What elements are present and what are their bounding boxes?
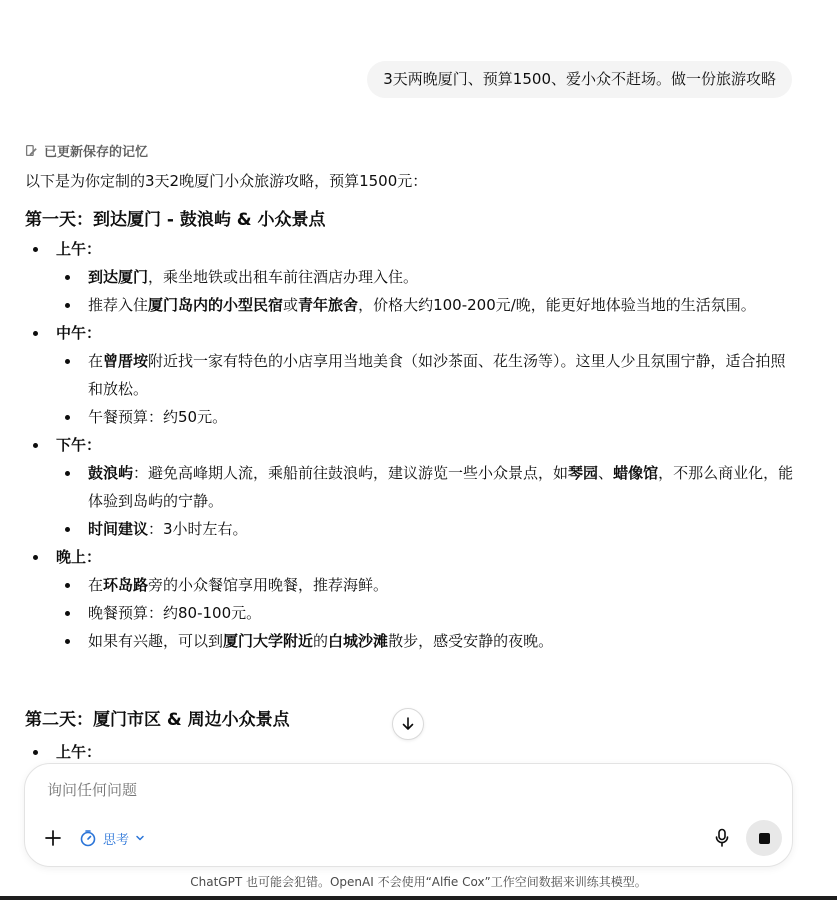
chevron-down-icon <box>135 833 145 843</box>
scroll-down-button[interactable] <box>392 708 424 740</box>
day1-morning <box>25 235 795 319</box>
day2-morning-label: 上午： <box>56 743 102 761</box>
assistant-response <box>25 140 795 655</box>
stop-icon <box>759 833 770 844</box>
list-item: 如果有兴趣，可以到厦门大学附近的白城沙滩散步，感受安静的夜晚。 <box>56 627 795 655</box>
list-item: 鼓浪屿：避免高峰期人流，乘船前往鼓浪屿，建议游览一些小众景点，如琴园、蜡像馆，不那么商业化，能体验到岛屿的宁静。 <box>56 459 795 515</box>
bottom-border <box>0 896 837 900</box>
evening-label: 晚上： <box>56 548 102 566</box>
noon-label: 中午： <box>56 324 102 342</box>
list-item: 在曾厝垵附近找一家有特色的小店享用当地美食（如沙茶面、花生汤等）。这里人少且氛围宁静，适合拍照和放松。 <box>56 347 795 403</box>
disclaimer-footer: ChatGPT 也可能会犯错。OpenAI 不会使用“Alfie Cox”工作空间数据来训练其模型。 <box>190 875 647 889</box>
think-label: 思考 <box>103 832 130 848</box>
think-toggle-button[interactable] <box>79 826 145 850</box>
timer-icon <box>79 829 97 847</box>
microphone-icon <box>714 828 730 848</box>
plus-icon <box>44 829 62 847</box>
stop-generating-button[interactable] <box>746 820 782 856</box>
composer <box>24 763 793 867</box>
list-item: 到达厦门，乘坐地铁或出租车前往酒店办理入住。 <box>56 263 795 291</box>
day1-noon <box>25 319 795 431</box>
list-item: 晚餐预算：约80-100元。 <box>56 599 795 627</box>
day2-heading: 第二天：厦门市区 & 周边小众景点 <box>25 710 290 730</box>
list-item: 时间建议：3小时左右。 <box>56 515 795 543</box>
list-item: 推荐入住厦门岛内的小型民宿或青年旅舍，价格大约100-200元/晚，能更好地体验当地的生活氛围。 <box>56 291 795 319</box>
day1-afternoon <box>25 431 795 543</box>
microphone-button[interactable] <box>711 827 733 849</box>
afternoon-label: 下午： <box>56 436 102 454</box>
attach-button[interactable] <box>41 826 65 850</box>
day2-morning <box>25 738 101 766</box>
intro-text: 以下是为你定制的3天2晚厦门小众旅游攻略，预算1500元： <box>25 172 428 190</box>
user-message-bubble <box>367 61 792 98</box>
day1-heading: 第一天：到达厦门 - 鼓浪屿 & 小众景点 <box>25 210 326 230</box>
list-item: 在环岛路旁的小众餐馆享用晚餐，推荐海鲜。 <box>56 571 795 599</box>
user-message-text: 3天两晚厦门、预算1500、爱小众不赶场。做一份旅游攻略 <box>383 70 776 88</box>
day1-evening <box>25 543 795 655</box>
memory-edit-icon <box>25 144 38 157</box>
day1-schedule <box>25 235 795 655</box>
message-input[interactable] <box>45 781 649 800</box>
list-item: 午餐预算：约50元。 <box>56 403 795 431</box>
arrow-down-icon <box>400 716 416 732</box>
memory-notice-text: 已更新保存的记忆 <box>44 144 149 160</box>
morning-label: 上午： <box>56 240 102 258</box>
memory-notice[interactable] <box>25 140 795 160</box>
